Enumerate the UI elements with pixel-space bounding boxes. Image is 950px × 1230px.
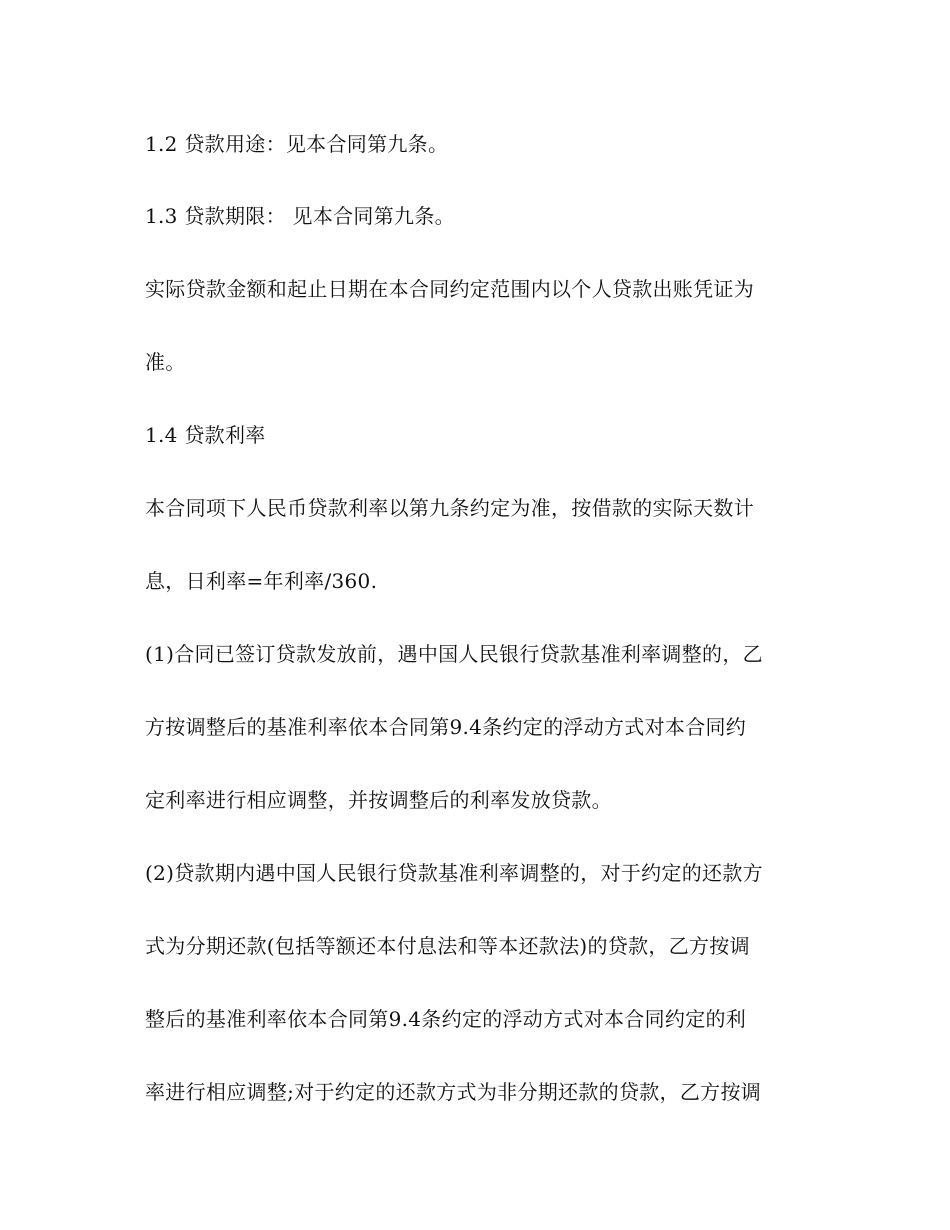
paragraph-line: 准。 xyxy=(145,350,186,374)
paragraph-line: 式为分期还款(包括等额还本付息法和等本还款法)的贷款，乙方按调 xyxy=(145,934,750,958)
paragraph-line: 整后的基准利率依本合同第9.4条约定的浮动方式对本合同约定的利 xyxy=(145,1007,747,1031)
paragraph-line: 方按调整后的基准利率依本合同第9.4条约定的浮动方式对本合同约 xyxy=(145,715,747,739)
paragraph-line: 率进行相应调整;对于约定的还款方式为非分期还款的贷款，乙方按调 xyxy=(145,1080,762,1104)
paragraph-line: 本合同项下人民币贷款利率以第九条约定为准，按借款的实际天数计 xyxy=(145,496,754,520)
clause-1-4-heading: 1.4 贷款利率 xyxy=(145,423,266,447)
paragraph-line: 定利率进行相应调整，并按调整后的利率发放贷款。 xyxy=(145,788,612,812)
paragraph-line: (1)合同已签订贷款发放前，遇中国人民银行贷款基准利率调整的，乙 xyxy=(145,642,763,666)
clause-1-2-line: 1.2 贷款用途：见本合同第九条。 xyxy=(145,132,449,156)
paragraph-line: 实际贷款金额和起止日期在本合同约定范围内以个人贷款出账凭证为 xyxy=(145,277,754,301)
paragraph-line: (2)贷款期内遇中国人民银行贷款基准利率调整的，对于约定的还款方 xyxy=(145,861,763,885)
paragraph-line: 息，日利率=年利率/360. xyxy=(145,569,378,593)
clause-1-3-line: 1.3 贷款期限： 见本合同第九条。 xyxy=(145,204,455,228)
